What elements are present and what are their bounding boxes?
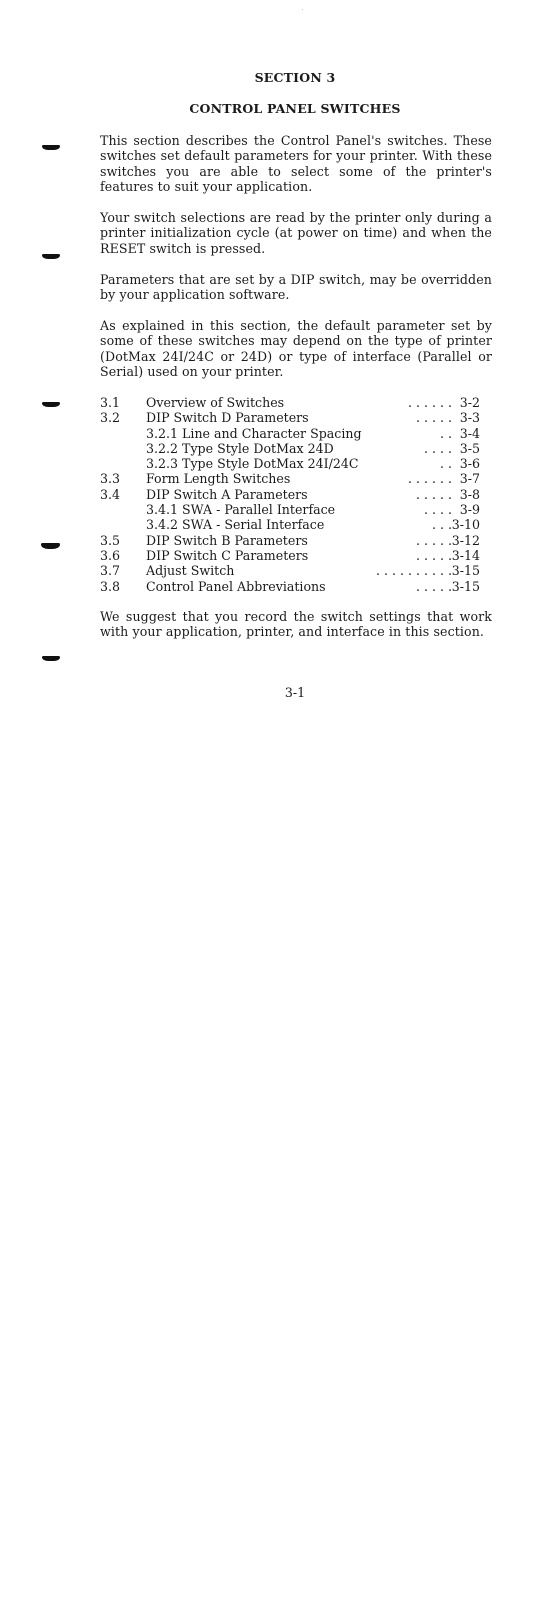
paragraph-override: Parameters that are set by a DIP switch, may be overridden by your application software. — [100, 272, 492, 303]
toc-leader: . . . . . . — [407, 471, 452, 487]
toc-page: 3-4 — [459, 425, 480, 441]
binder-hole-mark — [42, 656, 60, 661]
toc-row — [100, 456, 492, 471]
toc-title: 3.2.1 Line and Character Spacing — [146, 425, 362, 441]
toc-leader: . . . . . — [415, 532, 452, 548]
toc-row — [100, 563, 492, 578]
toc-row — [100, 426, 492, 441]
toc-row — [100, 471, 492, 486]
toc-row — [100, 410, 492, 425]
toc-leader: . . . . . — [415, 578, 452, 594]
toc-number: 3.8 — [100, 578, 121, 594]
toc-row — [100, 548, 492, 563]
toc-leader: . . . . . — [415, 410, 452, 426]
toc-leader: . . . . . — [415, 486, 452, 502]
toc-title: DIP Switch B Parameters — [146, 532, 308, 548]
table-of-contents — [100, 395, 492, 594]
toc-title: DIP Switch A Parameters — [146, 486, 308, 502]
toc-row — [100, 533, 492, 548]
toc-number: 3.3 — [100, 471, 121, 487]
toc-number: 3.7 — [100, 563, 121, 579]
toc-page: 3-15 — [451, 578, 480, 594]
toc-page: 3-15 — [451, 563, 480, 579]
toc-page: 3-7 — [459, 471, 480, 487]
binder-hole-mark — [42, 402, 60, 407]
paragraph-intro: This section describes the Control Panel's switches. These switches set default parameters for your printer. With these switches you are able to select some of the printer's features to suit your application. — [100, 133, 492, 195]
toc-title: Control Panel Abbreviations — [146, 578, 326, 594]
paragraph-defaults: As explained in this section, the default parameter set by some of these switches may depend on the type of printer (DotMax 24I/24C or 24D) or type of interface (Parallel or Serial) used on your printer. — [100, 318, 492, 380]
page-number: 3-1 — [284, 685, 306, 700]
toc-number: 3.2 — [100, 410, 121, 426]
toc-page: 3-8 — [459, 486, 480, 502]
toc-page: 3-6 — [459, 456, 480, 472]
toc-number: 3.5 — [100, 532, 121, 548]
section-number: SECTION 3 — [254, 70, 336, 85]
toc-leader: . . . . . . . . . . — [375, 563, 452, 579]
toc-leader: . . — [439, 425, 452, 441]
toc-page: 3-12 — [451, 532, 480, 548]
toc-title: DIP Switch D Parameters — [146, 410, 309, 426]
binder-hole-mark — [42, 145, 60, 150]
toc-leader: . . . . . — [415, 547, 452, 563]
toc-leader: . . . — [431, 517, 452, 533]
toc-title: 3.2.3 Type Style DotMax 24I/24C — [146, 456, 359, 472]
toc-title: 3.4.1 SWA - Parallel Interface — [146, 502, 336, 518]
toc-number: 3.6 — [100, 547, 121, 563]
toc-row — [100, 517, 492, 532]
toc-page: 3-9 — [459, 502, 480, 518]
toc-row — [100, 395, 492, 410]
toc-leader: . . . . . . — [407, 395, 452, 410]
toc-page: 3-5 — [459, 440, 480, 456]
paragraph-switch-reading: Your switch selections are read by the printer only during a printer initialization cycle (at power on time) and when the RESET switch is pressed. — [100, 210, 492, 256]
toc-title: 3.4.2 SWA - Serial Interface — [146, 517, 325, 533]
toc-title: DIP Switch C Parameters — [146, 547, 309, 563]
toc-number: 3.1 — [100, 395, 121, 410]
toc-page: 3-14 — [451, 547, 480, 563]
section-title: CONTROL PANEL SWITCHES — [189, 101, 401, 116]
toc-title: Overview of Switches — [146, 395, 285, 410]
toc-title: 3.2.2 Type Style DotMax 24D — [146, 440, 334, 456]
toc-title: Adjust Switch — [146, 563, 235, 579]
toc-leader: . . . . — [423, 502, 452, 518]
toc-leader: . . — [439, 456, 452, 472]
toc-page: 3-2 — [459, 395, 480, 410]
toc-row — [100, 579, 492, 594]
toc-row — [100, 441, 492, 456]
binder-hole-mark — [42, 254, 60, 259]
toc-title: Form Length Switches — [146, 471, 291, 487]
scan-speck — [302, 9, 303, 10]
toc-page: 3-3 — [459, 410, 480, 426]
toc-row — [100, 502, 492, 517]
toc-leader: . . . . — [423, 440, 452, 456]
binder-hole-mark — [41, 543, 60, 549]
paragraph-closing: We suggest that you record the switch settings that work with your application, printer, and interface in this section. — [100, 609, 492, 640]
toc-row — [100, 487, 492, 502]
toc-number: 3.4 — [100, 486, 121, 502]
toc-page: 3-10 — [451, 517, 480, 533]
